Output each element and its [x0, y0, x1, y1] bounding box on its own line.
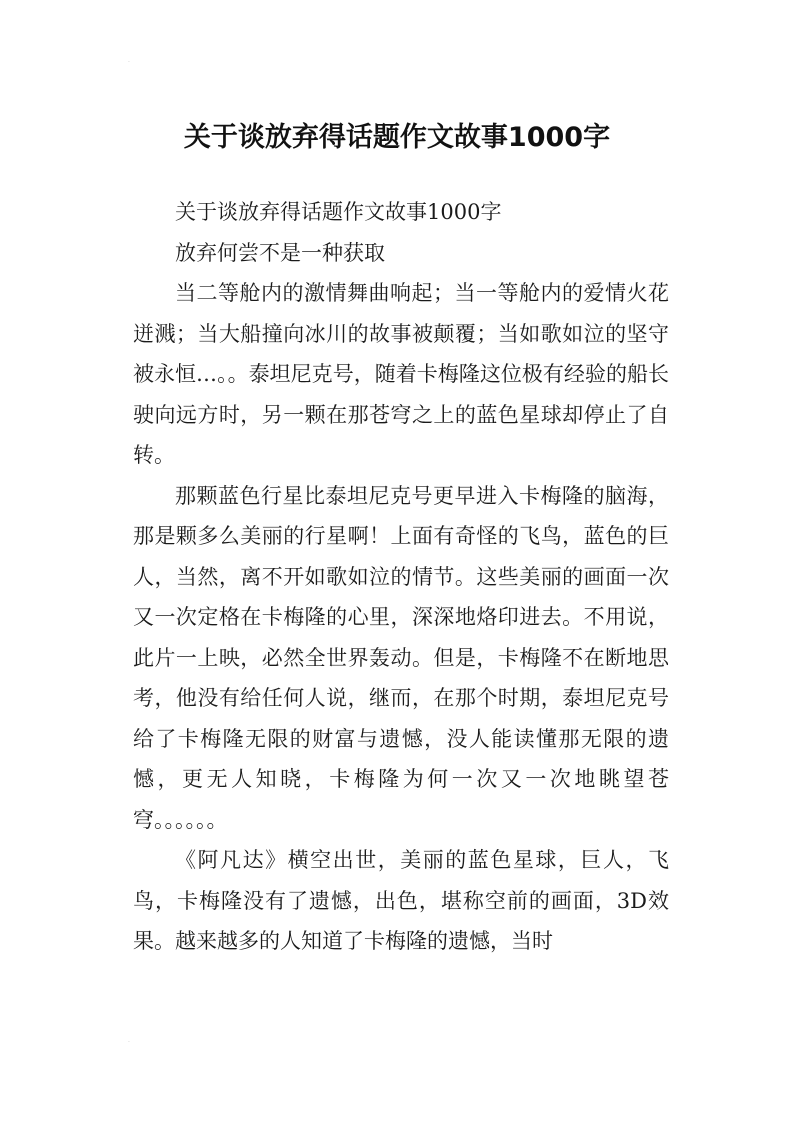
- paragraph-2: 那颗蓝色行星比泰坦尼克号更早进入卡梅隆的脑海，那是颗多么美丽的行星啊！上面有奇怪的飞鸟，蓝色的巨人，当然，离不开如歌如泣的情节。这些美丽的画面一次又一次定格在卡梅隆的心里，深深地烙印进去。不用说，此片一上映，必然全世界轰动。但是，卡梅隆不在断地思考，他没有给任何人说，继而，在那个时期，泰坦尼克号给了卡梅隆无限的财富与遗憾，没人能读懂那无限的遗憾，更无人知晓，卡梅隆为何一次又一次地眺望苍穹。。。。。。: [133, 483, 669, 832]
- document-title: 关于谈放弃得话题作文故事1000字: [183, 122, 611, 154]
- corner-mark-top: ·: [128, 59, 130, 66]
- paragraph-subtitle: 关于谈放弃得话题作文故事1000字: [175, 200, 502, 224]
- document-body: [133, 192, 669, 962]
- corner-mark-bottom: ·: [128, 1039, 130, 1046]
- paragraph-3: 《阿凡达》横空出世，美丽的蓝色星球，巨人，飞鸟，卡梅隆没有了遗憾，出色，堪称空前的画面，3D效果。越来越多的人知道了卡梅隆的遗憾，当时: [133, 848, 669, 953]
- paragraph-1: 当二等舱内的激情舞曲响起；当一等舱内的爱情火花迸溅；当大船撞向冰川的故事被颠覆；当如歌如泣的坚守被永恒…。。泰坦尼克号，随着卡梅隆这位极有经验的船长驶向远方时，另一颗在那苍穹之上的蓝色星球却停止了自转。: [133, 281, 669, 467]
- paragraph-heading: 放弃何尝不是一种获取: [175, 240, 385, 265]
